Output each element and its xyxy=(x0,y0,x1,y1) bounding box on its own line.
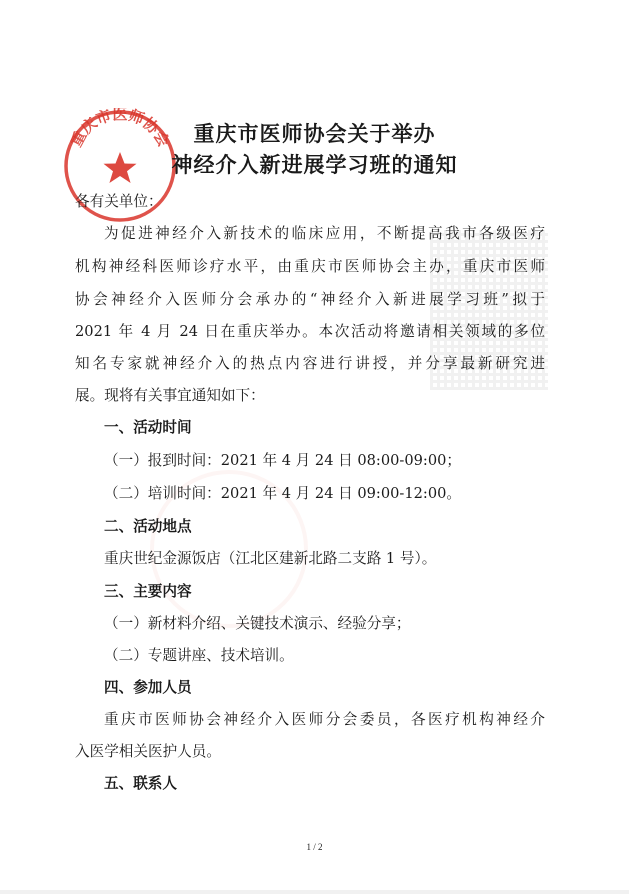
section-heading-time: 一、活动时间 xyxy=(104,419,192,436)
salutation: 各有关单位： xyxy=(75,193,163,210)
intro-line: 机构神经科医师诊疗水平，由重庆市医师协会主办，重庆市医师 xyxy=(75,258,545,275)
title-line-2: 神经介入新进展学习班的通知 xyxy=(171,152,458,177)
intro-line: 展。现将有关事宜通知如下： xyxy=(75,387,265,404)
content-item: （二）专题讲座、技术培训。 xyxy=(104,647,294,664)
intro-line: 2021 年 4 月 24 日在重庆举办。本次活动将邀请相关领域的多位 xyxy=(75,323,545,340)
content-item: （一）新材料介绍、关键技术演示、经验分享； xyxy=(104,615,411,632)
intro-line: 知名专家就神经介入的热点内容进行讲授，并分享最新研究进 xyxy=(75,355,545,372)
participants-line: 入医学相关医护人员。 xyxy=(75,743,221,760)
scan-edge xyxy=(0,890,629,894)
time-item: （一）报到时间：2021 年 4 月 24 日 08:00-09:00； xyxy=(104,452,461,469)
section-heading-contact: 五、联系人 xyxy=(104,775,177,792)
time-item: （二）培训时间：2021 年 4 月 24 日 09:00-12:00。 xyxy=(104,485,461,502)
page-number: 1 / 2 xyxy=(306,842,323,852)
intro-line: 协会神经介入医师分会承办的“神经介入新进展学习班”拟于 xyxy=(75,291,545,308)
title-line-1: 重庆市医师协会关于举办 xyxy=(193,121,436,146)
seal-text: 重庆市医师协会 xyxy=(67,108,173,150)
intro-line: 为促进神经介入新技术的临床应用，不断提高我市各级医疗 xyxy=(104,225,545,242)
participants-line: 重庆市医师协会神经介入医师分会委员，各医疗机构神经介 xyxy=(104,711,545,728)
section-heading-content: 三、主要内容 xyxy=(104,583,192,600)
place-text: 重庆世纪金源饭店（江北区建新北路二支路 1 号）。 xyxy=(104,550,437,567)
section-heading-place: 二、活动地点 xyxy=(104,518,192,535)
section-heading-participants: 四、参加人员 xyxy=(104,679,192,696)
